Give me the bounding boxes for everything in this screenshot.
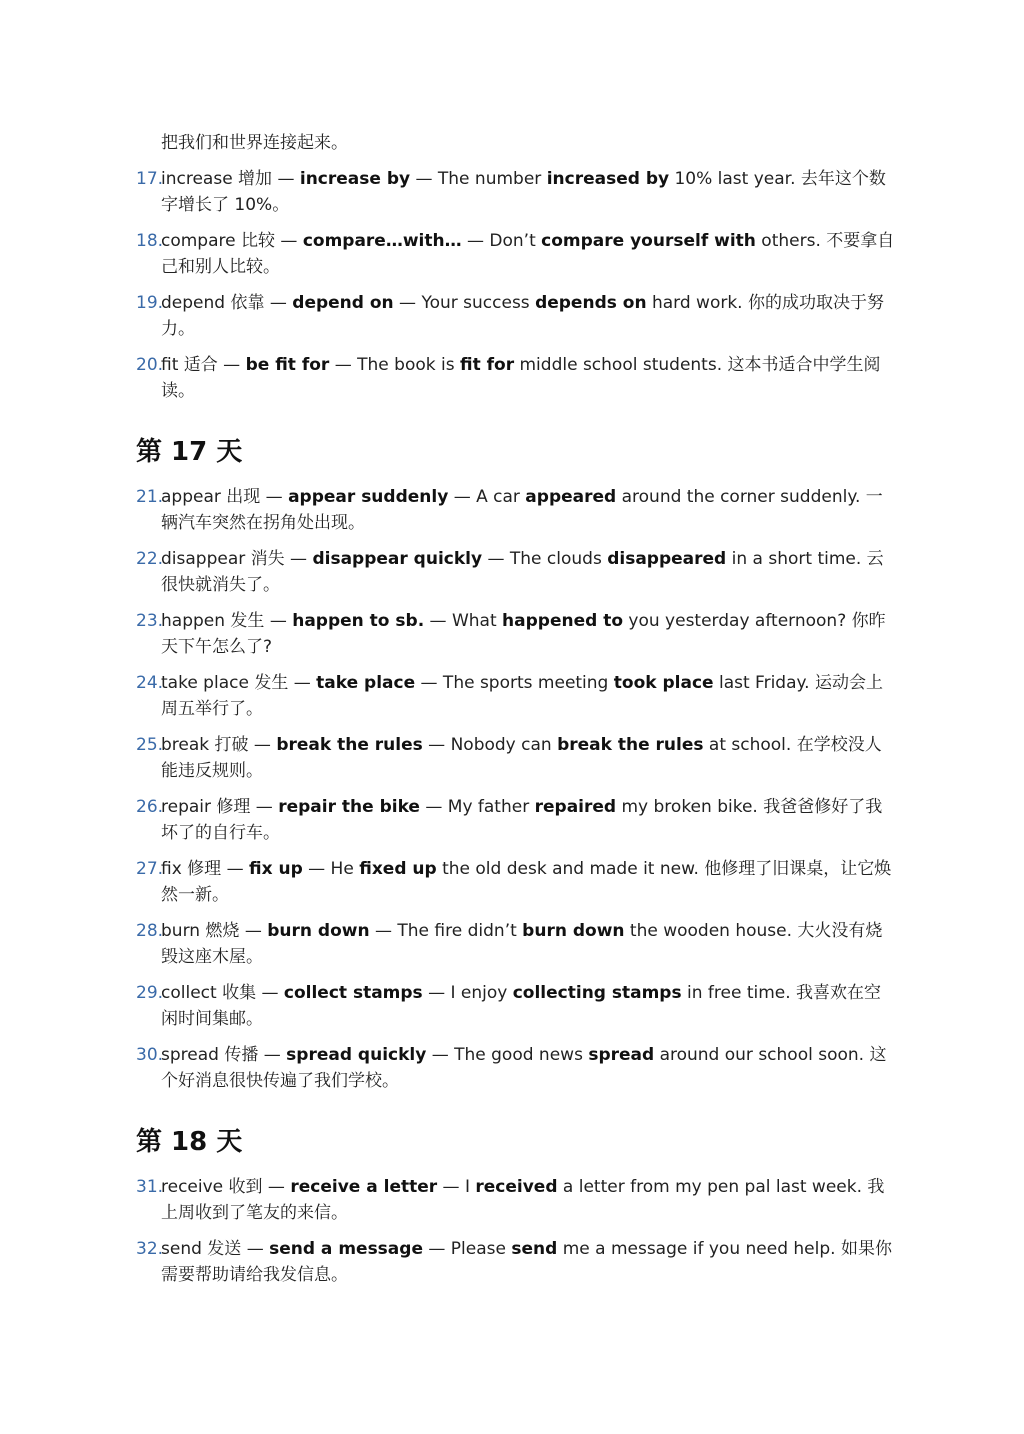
- item-number: 27.: [136, 859, 164, 879]
- item-text: in a short time. 云很快就消失了。: [161, 549, 884, 595]
- document-page: [136, 130, 896, 1298]
- phrase-bold: spread quickly: [286, 1045, 427, 1065]
- item-text: — Don’t: [461, 231, 542, 251]
- phrase-bold: received: [475, 1177, 558, 1197]
- item-text: — I: [437, 1177, 476, 1197]
- phrase-bold: break the rules: [557, 735, 704, 755]
- item-text: last Friday. 运动会上周五举行了。: [161, 673, 883, 719]
- phrase-bold: increased by: [546, 169, 670, 189]
- phrase-bold: repair the bike: [278, 797, 420, 817]
- phrase-bold: happen to sb.: [292, 611, 425, 631]
- item-text: the old desk and made it new. 他修理了旧课桌，让它焕然一新。: [161, 859, 892, 905]
- item-number: 17.: [136, 169, 164, 189]
- item-number: 23.: [136, 611, 164, 631]
- item-text: hard work. 你的成功取决于努力。: [161, 293, 884, 339]
- phrase-bold: receive a letter: [290, 1177, 438, 1197]
- phrase-bold: send: [511, 1239, 558, 1259]
- vocab-item: [136, 608, 896, 660]
- item-number: 31.: [136, 1177, 164, 1197]
- vocab-item: [136, 1236, 896, 1288]
- phrase-bold: appeared: [525, 487, 617, 507]
- vocab-item: [136, 166, 896, 218]
- phrase-bold: compare…with…: [302, 231, 462, 251]
- vocab-item: [136, 794, 896, 846]
- item-text: break 打破 —: [161, 735, 277, 755]
- item-number: 22.: [136, 549, 164, 569]
- vocabulary-list: [136, 166, 896, 1288]
- phrase-bold: compare yourself with: [541, 231, 756, 251]
- item-text: — What: [424, 611, 503, 631]
- item-text: — The fire didn’t: [369, 921, 523, 941]
- item-text: middle school students. 这本书适合中学生阅读。: [161, 355, 881, 401]
- vocab-item: [136, 484, 896, 536]
- item-text: 10% last year. 去年这个数字增长了 10%。: [161, 169, 886, 215]
- phrase-bold: send a message: [269, 1239, 423, 1259]
- vocab-item: [136, 352, 896, 404]
- item-number: 20.: [136, 355, 164, 375]
- item-text: — My father: [419, 797, 535, 817]
- phrase-bold: fit for: [459, 355, 515, 375]
- item-text: repair 修理 —: [161, 797, 279, 817]
- item-text: — The good news: [426, 1045, 589, 1065]
- item-text: in free time. 我喜欢在空闲时间集邮。: [161, 983, 882, 1029]
- phrase-bold: took place: [613, 673, 714, 693]
- item-text: happen 发生 —: [161, 611, 293, 631]
- item-text: fit 适合 —: [161, 355, 246, 375]
- phrase-bold: appear suddenly: [288, 487, 449, 507]
- item-text: take place 发生 —: [161, 673, 317, 693]
- phrase-bold: repaired: [534, 797, 617, 817]
- phrase-bold: spread: [588, 1045, 655, 1065]
- item-text: — The number: [410, 169, 547, 189]
- phrase-bold: break the rules: [276, 735, 423, 755]
- phrase-bold: collecting stamps: [512, 983, 682, 1003]
- vocab-item: [136, 1042, 896, 1094]
- item-text: my broken bike. 我爸爸修好了我坏了的自行车。: [161, 797, 883, 843]
- day-heading: 第 18 天: [136, 1127, 243, 1157]
- phrase-bold: disappeared: [607, 549, 727, 569]
- vocab-item: [136, 732, 896, 784]
- item-number: 25.: [136, 735, 164, 755]
- vocab-item: [136, 290, 896, 342]
- vocab-item: [136, 228, 896, 280]
- item-text: — The book is: [329, 355, 460, 375]
- vocab-item: [136, 546, 896, 598]
- phrase-bold: depends on: [535, 293, 647, 313]
- item-text: — The clouds: [482, 549, 608, 569]
- item-text: spread 传播 —: [161, 1045, 287, 1065]
- phrase-bold: be fit for: [245, 355, 330, 375]
- phrase-bold: fix up: [248, 859, 303, 879]
- item-text: collect 收集 —: [161, 983, 284, 1003]
- item-text: at school. 在学校没人能违反规则。: [161, 735, 882, 781]
- item-text: around our school soon. 这个好消息很快传遍了我们学校。: [161, 1045, 887, 1091]
- phrase-bold: happened to: [502, 611, 624, 631]
- item-text: — The sports meeting: [415, 673, 614, 693]
- vocab-item: [136, 670, 896, 722]
- item-text: burn 燃烧 —: [161, 921, 268, 941]
- item-text: — He: [302, 859, 360, 879]
- item-text: appear 出现 —: [161, 487, 289, 507]
- vocab-item: [136, 918, 896, 970]
- item-number: 24.: [136, 673, 164, 693]
- phrase-bold: disappear quickly: [312, 549, 483, 569]
- intro-continuation: 把我们和世界连接起来。: [161, 133, 348, 153]
- item-number: 19.: [136, 293, 164, 313]
- item-text: — A car: [448, 487, 526, 507]
- item-text: a letter from my pen pal last week. 我上周收到了笔友的来信。: [161, 1177, 885, 1223]
- phrase-bold: take place: [316, 673, 416, 693]
- item-text: me a message if you need help. 如果你需要帮助请给我发信息。: [161, 1239, 892, 1285]
- item-number: 26.: [136, 797, 164, 817]
- item-text: send 发送 —: [161, 1239, 270, 1259]
- vocab-item: [136, 980, 896, 1032]
- item-number: 30.: [136, 1045, 164, 1065]
- vocab-item: [136, 1174, 896, 1226]
- item-text: disappear 消失 —: [161, 549, 313, 569]
- item-number: 18.: [136, 231, 164, 251]
- item-text: compare 比较 —: [161, 231, 303, 251]
- phrase-bold: fixed up: [359, 859, 437, 879]
- day-heading: 第 17 天: [136, 437, 243, 467]
- phrase-bold: burn down: [522, 921, 625, 941]
- item-number: 32.: [136, 1239, 164, 1259]
- item-text: — Your success: [393, 293, 536, 313]
- item-text: fix 修理 —: [161, 859, 249, 879]
- item-text: — I enjoy: [422, 983, 513, 1003]
- vocab-item: [136, 856, 896, 908]
- phrase-bold: increase by: [299, 169, 411, 189]
- item-text: around the corner suddenly. 一辆汽车突然在拐角处出现。: [161, 487, 883, 533]
- item-text: — Nobody can: [422, 735, 558, 755]
- item-number: 21.: [136, 487, 164, 507]
- item-text: the wooden house. 大火没有烧毁这座木屋。: [161, 921, 883, 967]
- item-number: 28.: [136, 921, 164, 941]
- phrase-bold: burn down: [267, 921, 370, 941]
- phrase-bold: collect stamps: [283, 983, 423, 1003]
- item-text: — Please: [422, 1239, 512, 1259]
- item-text: receive 收到 —: [161, 1177, 291, 1197]
- item-number: 29.: [136, 983, 164, 1003]
- phrase-bold: depend on: [292, 293, 394, 313]
- item-text: increase 增加 —: [161, 169, 300, 189]
- item-text: you yesterday afternoon? 你昨天下午怎么了?: [161, 611, 886, 657]
- item-text: others. 不要拿自己和别人比较。: [161, 231, 895, 277]
- item-text: depend 依靠 —: [161, 293, 293, 313]
